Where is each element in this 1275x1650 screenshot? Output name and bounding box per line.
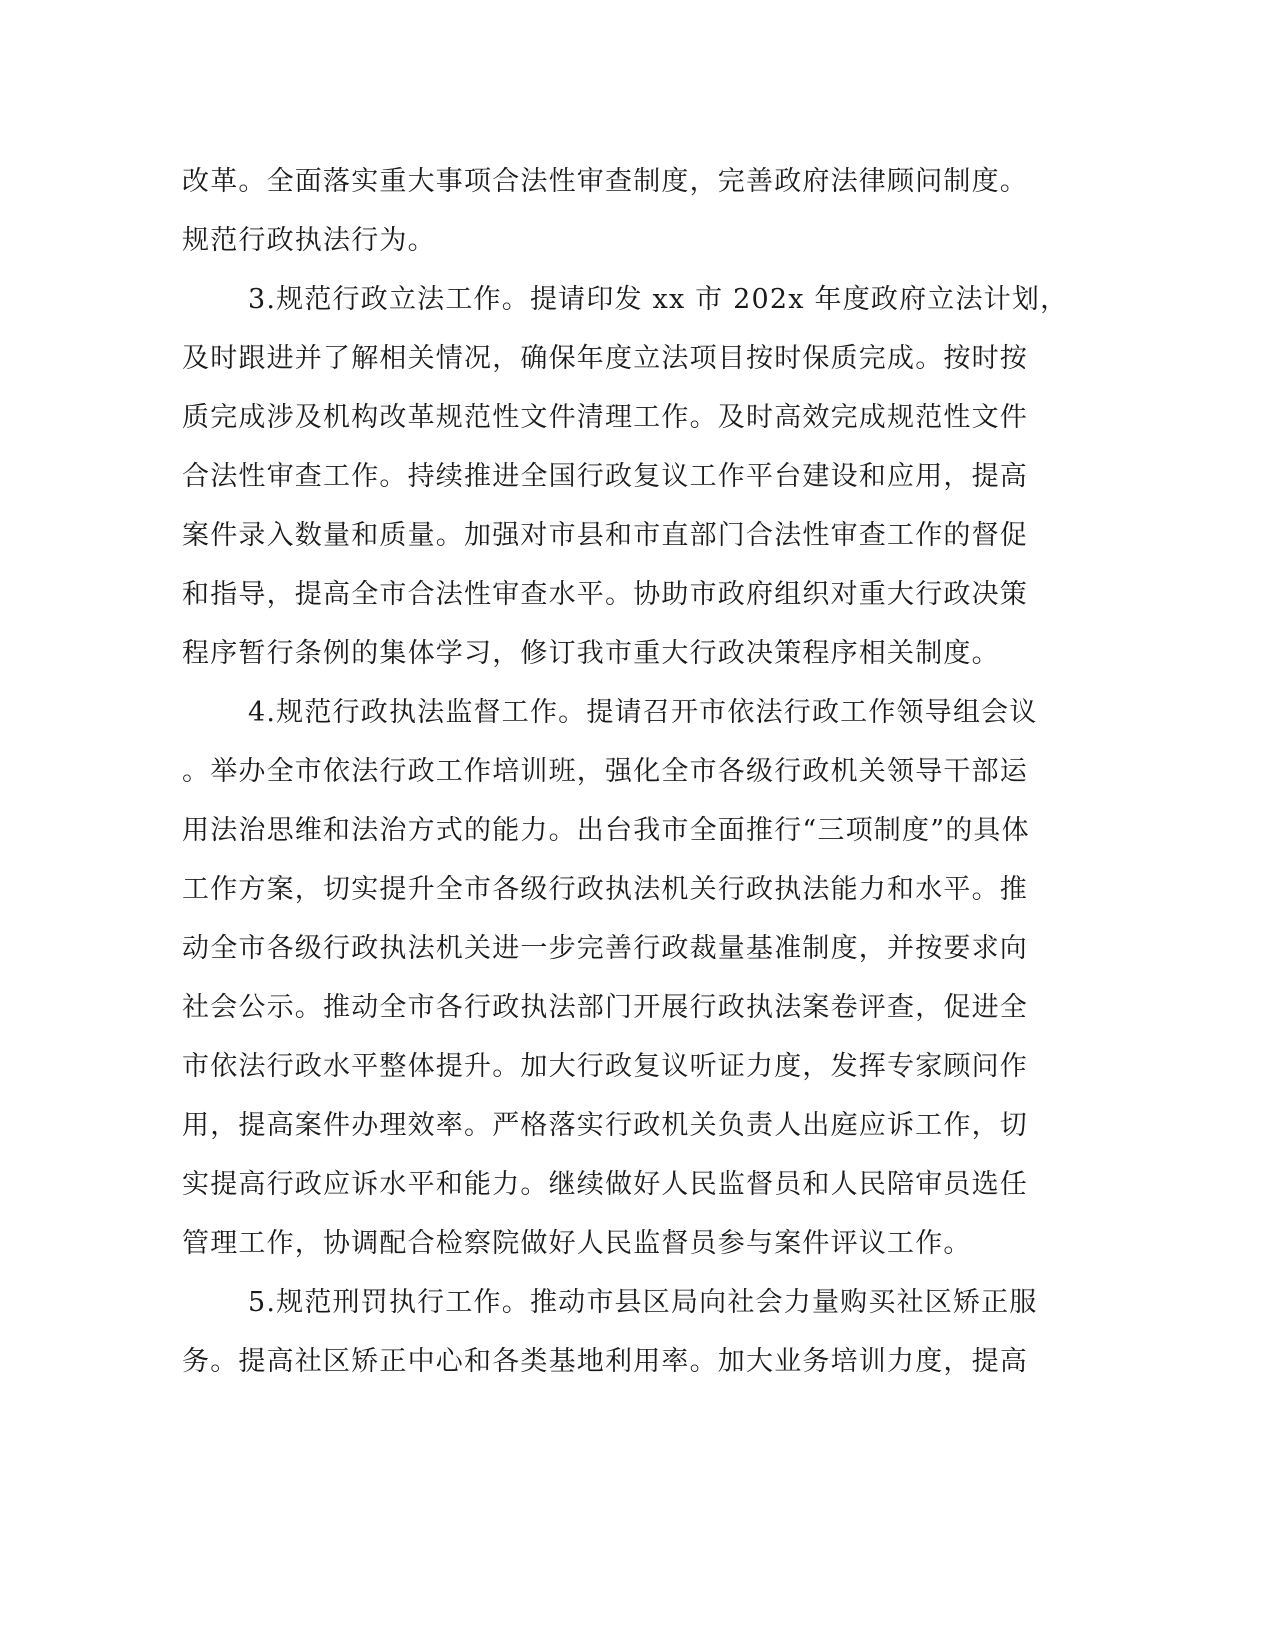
body-line: 质完成涉及机构改革规范性文件清理工作。及时高效完成规范性文件 xyxy=(182,402,1028,433)
body-line: 和指导，提高全市合法性审查水平。协助市政府组织对重大行政决策 xyxy=(182,579,1028,610)
body-line: 用法治思维和法治方式的能力。出台我市全面推行“三项制度”的具体 xyxy=(182,815,1030,846)
body-line: 。举办全市依法行政工作培训班，强化全市各级行政机关领导干部运 xyxy=(182,756,1028,787)
body-line: 程序暂行条例的集体学习，修订我市重大行政决策程序相关制度。 xyxy=(182,638,1000,669)
body-line: 规范行政执法行为。 xyxy=(182,225,436,256)
body-line: 社会公示。推动全市各行政执法部门开展行政执法案卷评查，促进全 xyxy=(182,992,1028,1023)
body-line: 实提高行政应诉水平和能力。继续做好人民监督员和人民陪审员选任 xyxy=(182,1169,1028,1200)
body-line: 合法性审查工作。持续推进全国行政复议工作平台建设和应用，提高 xyxy=(182,461,1028,492)
paragraph-3-first-line: 3.规范行政立法工作。提请印发 xx 市 202x 年度政府立法计划， xyxy=(248,284,1069,315)
body-line: 工作方案，切实提升全市各级行政执法机关行政执法能力和水平。推 xyxy=(182,874,1028,905)
paragraph-4-first-line: 4.规范行政执法监督工作。提请召开市依法行政工作领导组会议 xyxy=(248,697,1038,728)
paragraph-5-first-line: 5.规范刑罚执行工作。推动市县区局向社会力量购买社区矫正服 xyxy=(248,1287,1038,1318)
body-line: 市依法行政水平整体提升。加大行政复议听证力度，发挥专家顾问作 xyxy=(182,1051,1028,1082)
body-line: 案件录入数量和质量。加强对市县和市直部门合法性审查工作的督促 xyxy=(182,520,1028,551)
body-line: 务。提高社区矫正中心和各类基地利用率。加大业务培训力度，提高 xyxy=(182,1346,1028,1377)
body-line: 用，提高案件办理效率。严格落实行政机关负责人出庭应诉工作，切 xyxy=(182,1110,1028,1141)
body-line: 管理工作，协调配合检察院做好人民监督员参与案件评议工作。 xyxy=(182,1228,972,1259)
body-line: 动全市各级行政执法机关进一步完善行政裁量基准制度，并按要求向 xyxy=(182,933,1028,964)
body-line: 改革。全面落实重大事项合法性审查制度，完善政府法律顾问制度。 xyxy=(182,166,1028,197)
body-line: 及时跟进并了解相关情况，确保年度立法项目按时保质完成。按时按 xyxy=(182,343,1028,374)
